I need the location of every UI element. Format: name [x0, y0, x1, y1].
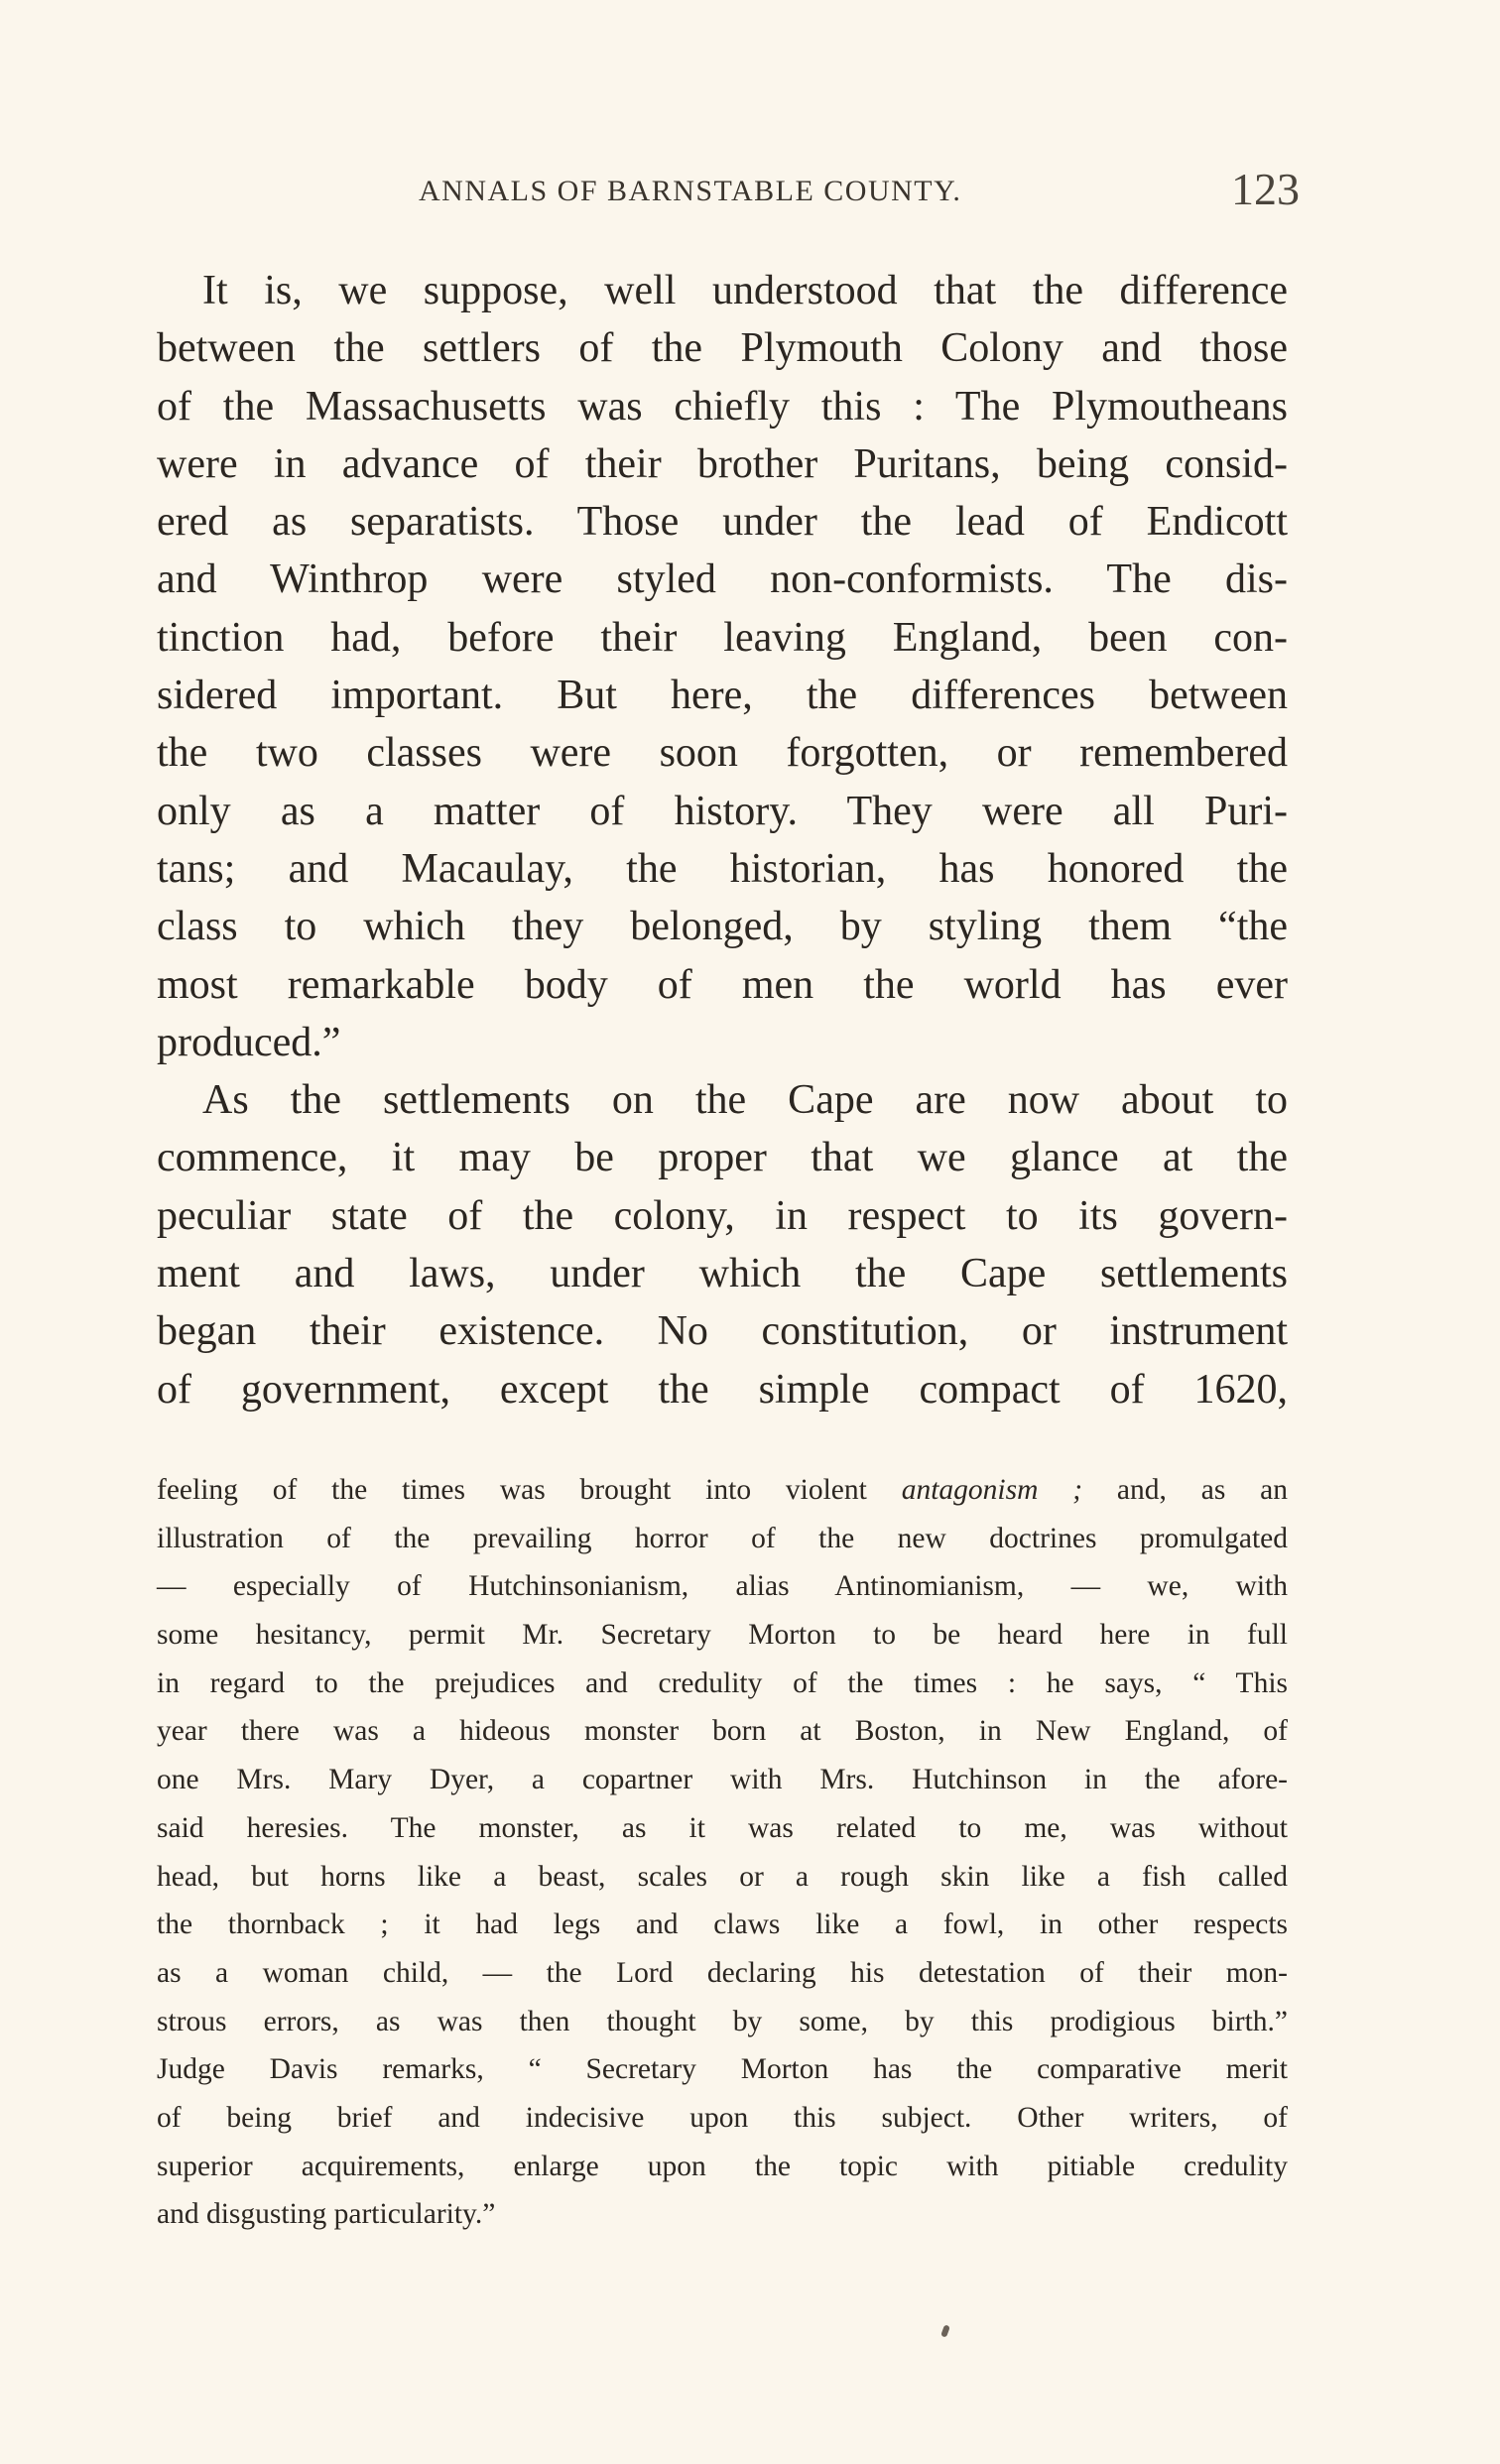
footnote-line: the thornback ; it had legs and claws like a fowl, in other respects	[157, 1909, 1288, 1941]
body-line: ered as separatists. Those under the lead of Endicott	[157, 499, 1288, 546]
body-line: peculiar state of the colony, in respect to its govern-	[157, 1192, 1288, 1239]
footnote-line: of being brief and indecisive upon this subject. Other writers, of	[157, 2101, 1288, 2134]
footnote-line: in regard to the prejudices and credulity of the times : he says, “ This	[157, 1666, 1288, 1699]
body-line: ment and laws, under which the Cape settlements	[157, 1251, 1288, 1297]
footnote-text: and, as an	[1082, 1474, 1288, 1506]
body-line: of the Massachusetts was chiefly this : The Plymoutheans	[157, 383, 1288, 430]
body-line: between the settlers of the Plymouth Colony and those	[157, 325, 1288, 372]
footnote	[157, 1466, 1288, 2239]
running-head	[159, 164, 1300, 228]
body-line: commence, it may be proper that we glance at the	[157, 1135, 1288, 1181]
running-title: ANNALS OF BARNSTABLE COUNTY.	[419, 175, 962, 207]
body-line: the two classes were soon forgotten, or remembered	[157, 730, 1288, 777]
page-number: 123	[1231, 164, 1300, 214]
body-line: began their existence. No constitution, or instrument	[157, 1308, 1288, 1355]
footnote-line: said heresies. The monster, as it was related to me, was without	[157, 1811, 1288, 1844]
body-line: class to which they belonged, by styling them “the	[157, 904, 1288, 950]
body-line: produced.”	[157, 1019, 341, 1065]
footnote-line: illustration of the prevailing horror of the new doctrines promulgated	[157, 1522, 1288, 1554]
footnote-line: Judge Davis remarks, “ Secretary Morton has the comparative merit	[157, 2053, 1288, 2086]
footnote-italic-text: antagonism ;	[901, 1474, 1083, 1506]
footnote-line: year there was a hideous monster born at Boston, in New England, of	[157, 1715, 1288, 1748]
body-line: As the settlements on the Cape are now about to	[202, 1077, 1288, 1124]
footnote-line: head, but horns like a beast, scales or a rough skin like a fish called	[157, 1860, 1288, 1893]
body-line: tinction had, before their leaving England, been con-	[157, 614, 1288, 661]
body-line: sidered important. But here, the differences between	[157, 673, 1288, 719]
body-line: only as a matter of history. They were all Puri-	[157, 788, 1288, 834]
footnote-line: and disgusting particularity.”	[157, 2198, 496, 2231]
body-line: tans; and Macaulay, the historian, has honored the	[157, 845, 1288, 892]
body-line: and Winthrop were styled non-conformists. The dis-	[157, 556, 1288, 603]
footnote-line: superior acquirements, enlarge upon the topic with pitiable credulity	[157, 2150, 1288, 2182]
footnote-line: — especially of Hutchinsonianism, alias Antinomianism, — we, with	[157, 1570, 1288, 1603]
body-text	[157, 262, 1288, 1418]
ink-speck	[940, 2324, 950, 2337]
footnote-text: feeling of the times was brought into violent	[157, 1474, 902, 1506]
footnote-line: as a woman child, — the Lord declaring his detestation of their mon-	[157, 1956, 1288, 1989]
footnote-line: some hesitancy, permit Mr. Secretary Morton to be heard here in full	[157, 1619, 1288, 1652]
body-line: of government, except the simple compact of 1620,	[157, 1366, 1288, 1413]
body-line: were in advance of their brother Puritans, being consid-	[157, 440, 1288, 487]
body-line: It is, we suppose, well understood that the difference	[202, 268, 1288, 313]
footnote-line	[157, 1466, 1288, 1515]
body-line: most remarkable body of men the world has ever	[157, 961, 1288, 1008]
footnote-line: strous errors, as was then thought by some, by this prodigious birth.”	[157, 2005, 1288, 2037]
footnote-line: one Mrs. Mary Dyer, a copartner with Mrs. Hutchinson in the afore-	[157, 1764, 1288, 1796]
